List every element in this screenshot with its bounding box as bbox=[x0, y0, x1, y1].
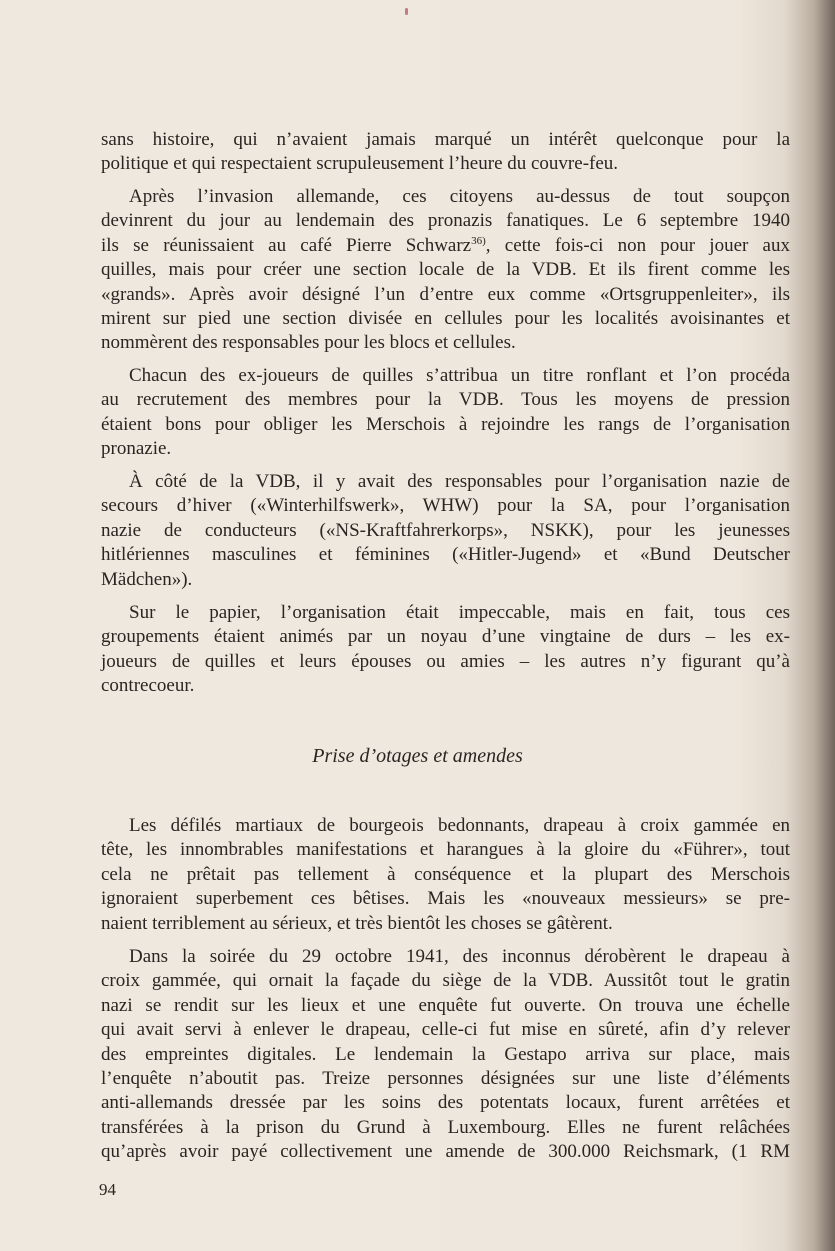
text-line: joueurs de quilles et leurs épouses ou amies – les autres n’y figurant qu’à bbox=[101, 650, 790, 672]
paragraph bbox=[101, 364, 790, 462]
text-line: qui avait servi à enlever le drapeau, celle-ci fut mise en sûreté, afin d’y relever bbox=[101, 1019, 790, 1041]
text-line: qu’après avoir payé collectivement une amende de 300.000 Reichsmark, (1 RM bbox=[101, 1141, 790, 1163]
paragraph bbox=[101, 470, 790, 592]
ink-speck bbox=[405, 8, 408, 15]
text-line: naient terriblement au sérieux, et très bientôt les choses se gâtèrent. bbox=[101, 912, 613, 934]
text-line: Mädchen»). bbox=[101, 568, 193, 590]
paragraph bbox=[101, 945, 790, 1165]
section-heading: Prise d’otages et amendes bbox=[312, 745, 523, 767]
text-line: tête, les innombrables manifestations et harangues à la gloire du «Führer», tout bbox=[101, 839, 790, 861]
text-line: hitlériennes masculines et féminines («Hitler-Jugend» et «Bund Deutscher bbox=[101, 544, 790, 566]
text-line: «grands». Après avoir désigné l’un d’entre eux comme «Ortsgruppenleiter», ils bbox=[101, 283, 790, 305]
text-line: Sur le papier, l’organisation était impeccable, mais en fait, tous ces bbox=[129, 602, 790, 623]
text-line: contrecoeur. bbox=[101, 675, 195, 697]
text-line bbox=[101, 234, 790, 258]
paragraph bbox=[101, 128, 790, 177]
text-line: secours d’hiver («Winterhilfswerk», WHW) pour la SA, pour l’organisation bbox=[101, 495, 790, 517]
text-line: sans histoire, qui n’avaient jamais marqué un intérêt quelconque pour la bbox=[101, 129, 790, 150]
text-line: Dans la soirée du 29 octobre 1941, des inconnus dérobèrent le drapeau à bbox=[129, 946, 790, 967]
text-line: Chacun des ex-joueurs de quilles s’attribua un titre ronflant et l’on procéda bbox=[129, 365, 790, 386]
text-line: nommèrent des responsables pour les blocs et cellules. bbox=[101, 332, 516, 354]
text-line: mirent sur pied une section divisée en cellules pour les localités avoisinantes et bbox=[101, 307, 790, 329]
page-number: 94 bbox=[99, 1180, 116, 1199]
paragraph bbox=[101, 185, 790, 356]
text-line: Les défilés martiaux de bourgeois bedonnants, drapeau à croix gammée en bbox=[129, 815, 790, 836]
paragraph bbox=[101, 601, 790, 699]
text-line: pronazie. bbox=[101, 438, 172, 460]
text-segment: ils se réunissaient au café Pierre Schwarz bbox=[101, 234, 472, 256]
text-line: au recrutement des membres pour la VDB. Tous les moyens de pression bbox=[101, 389, 790, 411]
text-line: anti-allemands dressée par les soins des potentats locaux, furent arrêtées et bbox=[101, 1092, 790, 1114]
text-line: À côté de la VDB, il y avait des responsables pour l’organisation nazie de bbox=[129, 471, 790, 492]
text-segment: , cette fois-ci non pour jouer aux bbox=[485, 234, 790, 256]
paragraph bbox=[101, 814, 790, 936]
text-line: Après l’invasion allemande, ces citoyens au-dessus de tout soupçon bbox=[129, 186, 790, 207]
text-line: croix gammée, qui ornait la façade du siège de la VDB. Aussitôt tout le gratin bbox=[101, 970, 790, 992]
footnote-reference[interactable]: 36) bbox=[471, 234, 486, 247]
text-line: groupements étaient animés par un noyau d’une vingtaine de durs – les ex- bbox=[101, 626, 790, 648]
text-line: nazie de conducteurs («NS-Kraftfahrerkorps», NSKK), pour les jeunesses bbox=[101, 519, 790, 541]
text-line: devinrent du jour au lendemain des pronazis fanatiques. Le 6 septembre 1940 bbox=[101, 210, 790, 232]
text-line: politique et qui respectaient scrupuleusement l’heure du couvre-feu. bbox=[101, 153, 619, 175]
text-line: transférées à la prison du Grund à Luxembourg. Elles ne furent relâchées bbox=[101, 1116, 790, 1138]
text-line: étaient bons pour obliger les Merschois à rejoindre les rangs de l’organisation bbox=[101, 413, 790, 435]
text-line: des empreintes digitales. Le lendemain la Gestapo arriva sur place, mais bbox=[101, 1043, 790, 1065]
text-line: cela ne prêtait pas tellement à conséquence et la plupart des Merschois bbox=[101, 863, 790, 885]
text-line: nazi se rendit sur les lieux et une enquête fut ouverte. On trouva une échelle bbox=[101, 994, 790, 1016]
text-line: ignoraient superbement ces bêtises. Mais les «nouveaux messieurs» se pre- bbox=[101, 888, 790, 910]
text-line: quilles, mais pour créer une section locale de la VDB. Et ils firent comme les bbox=[101, 259, 790, 281]
text-line: l’enquête n’aboutit pas. Treize personnes désignées sur une liste d’éléments bbox=[101, 1067, 790, 1089]
